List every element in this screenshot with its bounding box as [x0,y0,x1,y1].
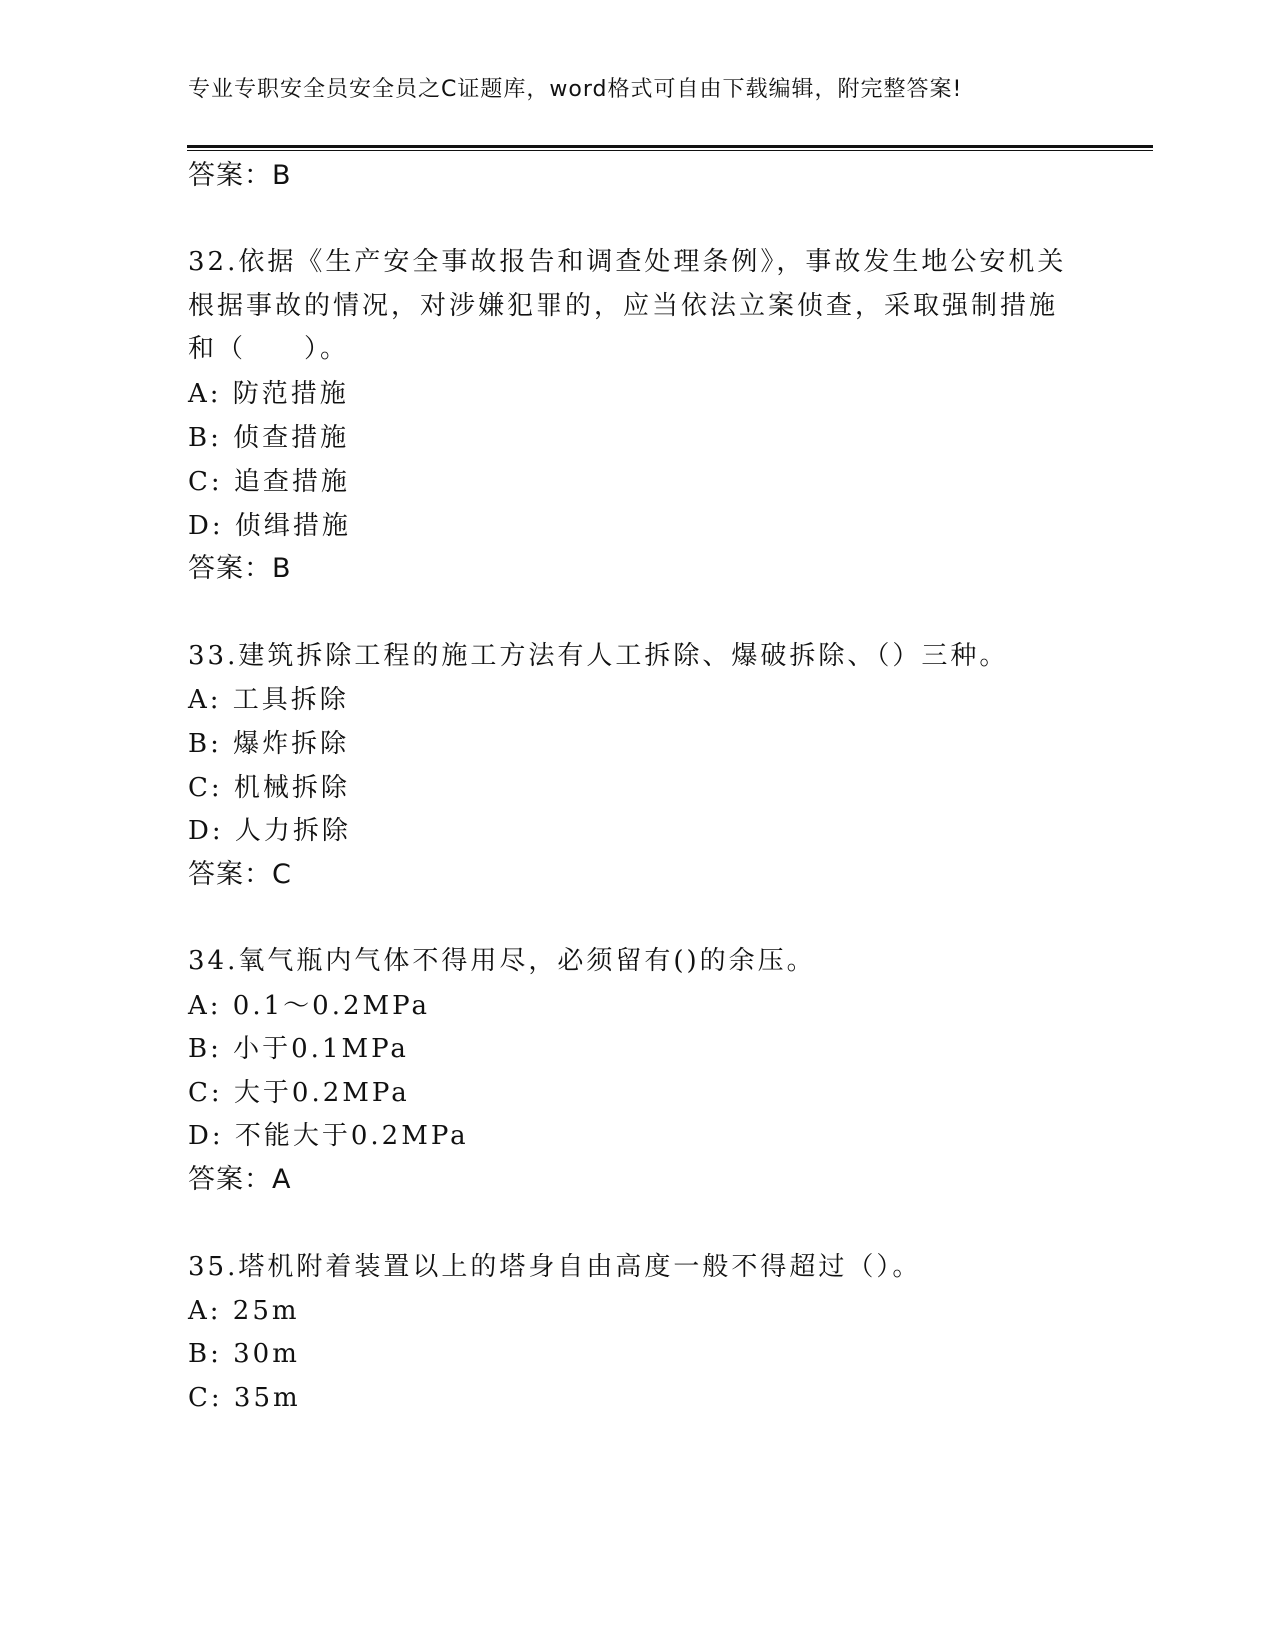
question-32-option-c: C: 追查措施 [188,467,350,497]
question-35-stem-line-1: 35.塔机附着装置以上的塔身自由高度一般不得超过（）。 [188,1252,922,1282]
answer-31: 答案：B [188,160,292,191]
question-32-stem-line-1: 32.依据《生产安全事故报告和调查处理条例》，事故发生地公安机关 [188,247,1067,277]
question-32-option-d: D: 侦缉措施 [188,511,351,541]
question-35-option-b: B: 30m [188,1339,300,1369]
question-35-option-c: C: 35m [188,1383,301,1413]
answer-32: 答案：B [188,553,292,584]
question-34-option-c: C: 大于0.2MPa [188,1078,410,1108]
question-33-stem-line-1: 33.建筑拆除工程的施工方法有人工拆除、爆破拆除、（）三种。 [188,641,1009,671]
question-34-option-d: D: 不能大于0.2MPa [188,1121,469,1151]
question-33-option-a: A: 工具拆除 [188,685,349,715]
question-32-stem-line-2: 根据事故的情况，对涉嫌犯罪的，应当依法立案侦查，采取强制措施 [188,291,1059,321]
question-34-option-a: A: 0.1～0.2MPa [188,991,430,1021]
answer-34: 答案：A [188,1164,292,1195]
header-rule-thin [187,150,1153,151]
page-header: 专业专职安全员安全员之C证题库，word格式可自由下载编辑，附完整答案! [188,77,963,102]
question-33-option-d: D: 人力拆除 [188,816,351,846]
question-32-stem-line-3: 和（ ）。 [188,334,350,364]
question-34-option-b: B: 小于0.1MPa [188,1034,409,1064]
question-35-option-a: A: 25m [188,1296,300,1326]
header-rule-thick [187,145,1153,148]
answer-33: 答案：C [188,859,292,890]
question-32-option-a: A: 防范措施 [188,379,349,409]
question-34-stem-line-1: 34.氧气瓶内气体不得用尽，必须留有()的余压。 [188,946,816,976]
question-33-option-c: C: 机械拆除 [188,773,350,803]
question-32-option-b: B: 侦查措施 [188,423,350,453]
question-33-option-b: B: 爆炸拆除 [188,729,350,759]
